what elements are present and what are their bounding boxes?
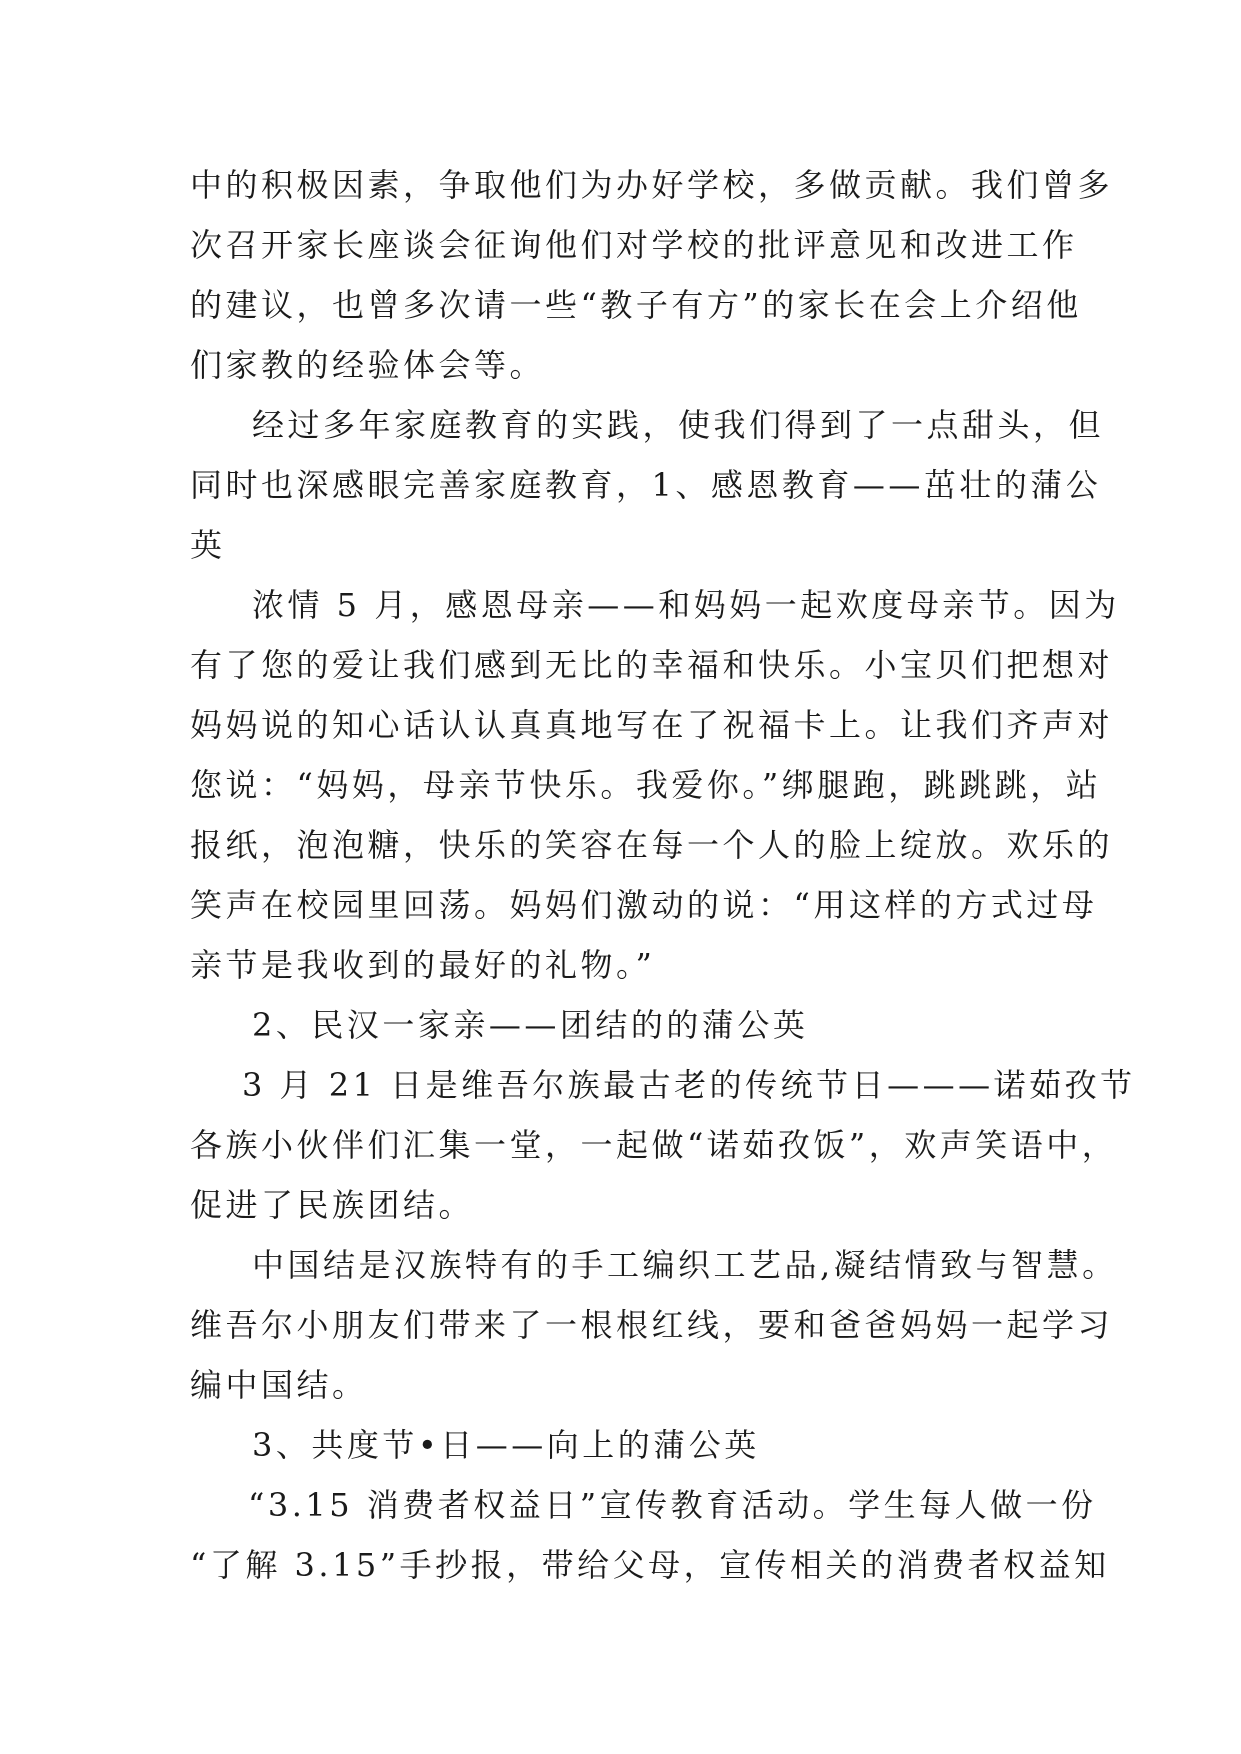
text-line: 妈妈说的知心话认认真真地写在了祝福卡上。让我们齐声对: [190, 706, 1114, 744]
text-line: 促进了民族团结。: [190, 1186, 475, 1224]
text-line: 报纸，泡泡糖，快乐的笑容在每一个人的脸上绽放。欢乐的: [190, 826, 1114, 864]
text-line: 英: [190, 526, 226, 564]
text-line: 有了您的爱让我们感到无比的幸福和快乐。小宝贝们把想对: [190, 646, 1114, 684]
section-heading: 2、民汉一家亲——团结的的蒲公英: [252, 1006, 809, 1044]
text-line: 次召开家长座谈会征询他们对学校的批评意见和改进工作: [190, 226, 1078, 264]
text-line: 笑声在校园里回荡。妈妈们激动的说：“用这样的方式过母: [190, 886, 1098, 924]
paragraph-start-line: 中国结是汉族特有的手工编织工艺品,凝结情致与智慧。: [252, 1246, 1118, 1284]
text-line: “了解 3.15”手抄报，带给父母，宣传相关的消费者权益知: [190, 1546, 1110, 1584]
paragraph-start-line: 3 月 21 日是维吾尔族最古老的传统节日———诺茹孜节: [242, 1066, 1136, 1104]
text-line: 中的积极因素，争取他们为办好学校，多做贡献。我们曾多: [190, 166, 1114, 204]
paragraph-start-line: 经过多年家庭教育的实践，使我们得到了一点甜头，但: [252, 406, 1105, 444]
text-line: 们家教的经验体会等。: [190, 346, 546, 384]
text-line: 维吾尔小朋友们带来了一根根红线，要和爸爸妈妈一起学习: [190, 1306, 1114, 1344]
text-line: 您说：“妈妈，母亲节快乐。我爱你。”绑腿跑，跳跳跳，站: [190, 766, 1102, 804]
text-line: 编中国结。: [190, 1366, 368, 1404]
text-line: 各族小伙伴们汇集一堂，一起做“诺茹孜饭”，欢声笑语中，: [190, 1126, 1118, 1164]
document-body: [190, 155, 1136, 1595]
text-line: 同时也深感眼完善家庭教育，1、感恩教育——茁壮的蒲公: [190, 466, 1102, 504]
section-heading: 3、共度节•日——向上的蒲公英: [252, 1426, 760, 1464]
text-line: 的建议，也曾多次请一些“教子有方”的家长在会上介绍他: [190, 286, 1082, 324]
paragraph-start-line: 浓情 5 月，感恩母亲——和妈妈一起欢度母亲节。因为: [252, 586, 1120, 624]
paragraph-start-line: “3.15 消费者权益日”宣传教育活动。学生每人做一份: [248, 1486, 1097, 1524]
text-line: 亲节是我收到的最好的礼物。”: [190, 946, 656, 984]
